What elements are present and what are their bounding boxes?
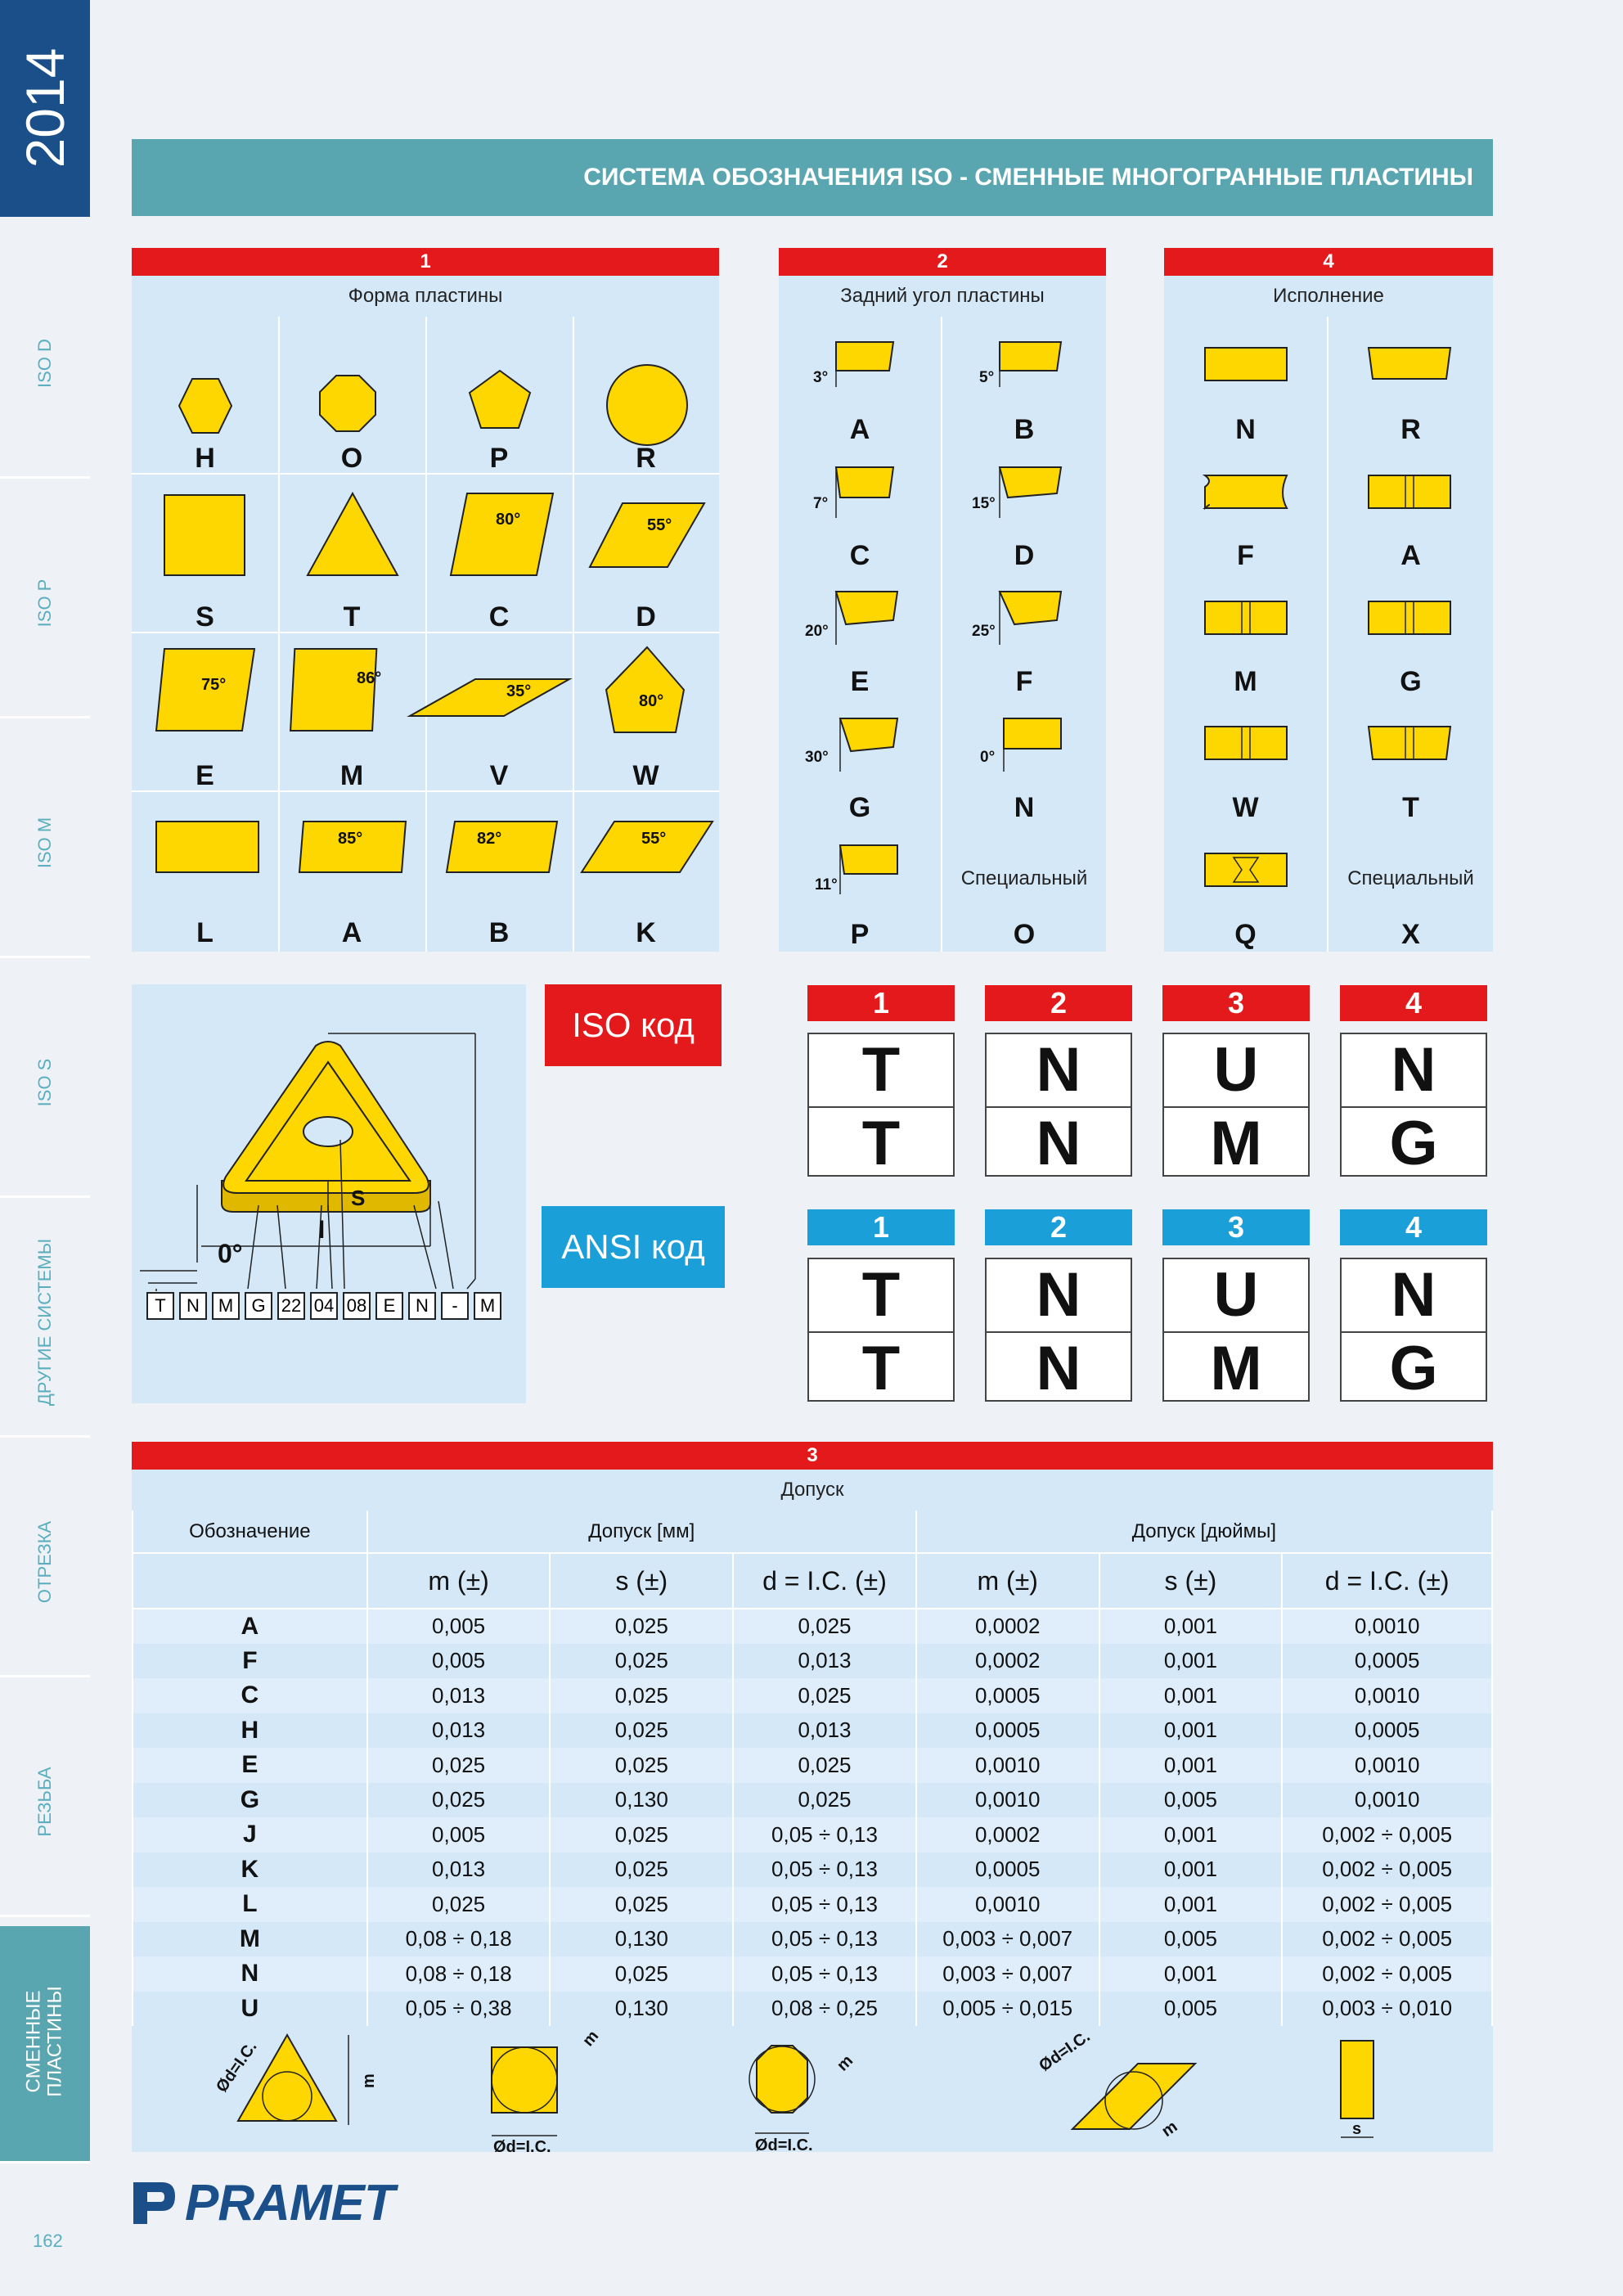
m-label: m xyxy=(1158,2117,1181,2141)
tol-cell: 0,130 xyxy=(550,1992,733,2027)
special-label: Специальный xyxy=(960,867,1088,889)
angle-w: 80° xyxy=(639,692,664,710)
tol-rect-shape xyxy=(1341,2041,1373,2118)
design-code: X xyxy=(1401,919,1420,950)
sidebar-tab-label: ISO S xyxy=(34,1058,55,1107)
parallelogram-82-shape xyxy=(447,822,557,872)
iso-code-value: T xyxy=(861,1035,901,1105)
section-number: 2 xyxy=(779,248,1106,276)
tab-line-1: СМЕННЫЕ xyxy=(22,1990,45,2093)
tol-cell: 0,0002 xyxy=(916,1609,1099,1644)
clearance-code: F xyxy=(1015,666,1033,697)
tol-cell: 0,025 xyxy=(733,1609,916,1644)
angle-a: 85° xyxy=(338,830,363,848)
iso-code-box-2 xyxy=(985,1033,1132,1177)
section-title: Допуск xyxy=(780,1479,844,1501)
iso-code-value: M xyxy=(1164,1106,1308,1178)
sidebar-tab-inserts[interactable] xyxy=(0,1926,90,2163)
table-row xyxy=(133,1609,1492,1644)
tol-cell: 0,05 ÷ 0,38 xyxy=(367,1992,551,2027)
tol-cell: 0,05 ÷ 0,13 xyxy=(733,1817,916,1853)
clearance-code: N xyxy=(1014,792,1035,823)
tol-octagon-shape xyxy=(757,2046,807,2113)
sidebar-tab-label: ISO P xyxy=(34,579,55,628)
code-char-box: G xyxy=(245,1292,272,1320)
tol-cell: 0,08 ÷ 0,18 xyxy=(367,1922,551,1957)
section-number: 1 xyxy=(132,248,719,276)
page-title: СИСТЕМА ОБОЗНАЧЕНИЯ ISO - СМЕННЫЕ МНОГОГРАННЫЕ ПЛАСТИНЫ xyxy=(583,164,1473,191)
angle-label: 15° xyxy=(972,495,996,512)
ansi-header-1: 1 xyxy=(807,1209,955,1245)
tol-cell: 0,0010 xyxy=(1282,1609,1492,1644)
insert-design-drawing xyxy=(1164,248,1493,952)
section-title: Задний угол пластины xyxy=(840,285,1045,307)
tol-code: N xyxy=(133,1956,367,1992)
ansi-code-box-4 xyxy=(1340,1258,1487,1402)
shape-code: L xyxy=(196,917,214,948)
tol-cell: 0,0010 xyxy=(916,1783,1099,1818)
design-code: Q xyxy=(1234,919,1257,950)
section-number: 4 xyxy=(1164,248,1493,276)
iso-code-value: N xyxy=(1036,1035,1081,1105)
sidebar-tab-label: РЕЗЬБА xyxy=(34,1767,55,1837)
section-clearance-angle xyxy=(779,248,1106,952)
clearance-code: D xyxy=(1014,540,1035,571)
tol-cell: 0,002 ÷ 0,005 xyxy=(1282,1853,1492,1888)
tol-cell: 0,130 xyxy=(550,1783,733,1818)
tol-cell: 0,08 ÷ 0,18 xyxy=(367,1956,551,1992)
rectangle-shape xyxy=(156,822,259,872)
m-label: m xyxy=(578,2027,603,2051)
tol-cell: 0,0010 xyxy=(1282,1678,1492,1713)
iso-code-value: N xyxy=(1391,1035,1436,1105)
shape-code: R xyxy=(636,443,656,474)
tol-cell: 0,025 xyxy=(733,1678,916,1713)
table-row xyxy=(133,1644,1492,1679)
iso-code-value: T xyxy=(809,1106,953,1178)
pramet-logo-icon xyxy=(129,2178,178,2227)
tol-cell: 0,05 ÷ 0,13 xyxy=(733,1853,916,1888)
rhombus-80-shape xyxy=(451,493,553,575)
tol-cell: 0,001 xyxy=(1099,1887,1283,1922)
ansi-code-value: G xyxy=(1342,1331,1486,1403)
tab-line-2: ПЛАСТИНЫ xyxy=(44,1986,66,2097)
l-label: l xyxy=(318,1217,326,1244)
angle-label: 0° xyxy=(980,749,996,766)
angle-label: 20° xyxy=(805,623,829,640)
clearance-code: G xyxy=(848,792,871,823)
angle-label: 25° xyxy=(972,623,996,640)
design-code: R xyxy=(1400,414,1421,445)
tol-cell: 0,005 xyxy=(367,1644,551,1679)
angle-label: 5° xyxy=(979,369,995,386)
sidebar-tab-label: ОТРЕЗКА xyxy=(34,1520,55,1604)
tol-cell: 0,0005 xyxy=(916,1853,1099,1888)
sidebar-tab-label xyxy=(24,1986,67,2097)
iso-code-value: N xyxy=(987,1106,1131,1178)
insert-diagram xyxy=(132,984,526,1403)
code-char-box: 04 xyxy=(310,1292,338,1320)
shape-code: M xyxy=(339,760,364,791)
pentagon-shape xyxy=(470,371,530,428)
clearance-code: A xyxy=(849,414,870,445)
tol-cell: 0,001 xyxy=(1099,1853,1283,1888)
tol-cell: 0,025 xyxy=(550,1644,733,1679)
ansi-code-box-3 xyxy=(1162,1258,1310,1402)
angle-c: 80° xyxy=(496,511,521,529)
tolerance-diagrams xyxy=(132,2023,1493,2152)
col-designation: Обозначение xyxy=(133,1510,367,1553)
tol-cell: 0,001 xyxy=(1099,1817,1283,1853)
code-chars xyxy=(146,1292,501,1320)
tol-cell: 0,003 ÷ 0,007 xyxy=(916,1956,1099,1992)
subcol-header: s (±) xyxy=(1099,1553,1283,1609)
angle-label: 0° xyxy=(218,1239,243,1268)
sidebar-tab-label: ISO M xyxy=(34,817,55,869)
tol-cell: 0,001 xyxy=(1099,1644,1283,1679)
dic-label: Ød=I.C. xyxy=(213,2037,261,2096)
angle-label: 30° xyxy=(805,749,829,766)
special-label: Специальный xyxy=(1347,867,1474,889)
tol-cell: 0,0005 xyxy=(1282,1644,1492,1679)
clearance-code: P xyxy=(850,919,870,950)
shape-code: B xyxy=(488,917,510,948)
iso-code-value: G xyxy=(1342,1106,1486,1178)
code-char-box: - xyxy=(441,1292,469,1320)
tol-cell: 0,005 xyxy=(1099,1783,1283,1818)
design-code: N xyxy=(1235,414,1256,445)
iso-code-box-3 xyxy=(1162,1033,1310,1177)
tol-code: L xyxy=(133,1887,367,1922)
design-code: F xyxy=(1237,540,1254,571)
pramet-logo xyxy=(129,2174,394,2231)
design-code: G xyxy=(1400,666,1422,697)
tol-code: C xyxy=(133,1678,367,1713)
circle-shape xyxy=(607,365,687,445)
section-tolerance xyxy=(132,1442,1493,2152)
year-label: 2014 xyxy=(15,47,75,169)
table-row xyxy=(133,1748,1492,1783)
shape-code: V xyxy=(489,760,509,791)
shape-code: H xyxy=(195,443,215,474)
angle-b: 82° xyxy=(477,830,502,848)
table-row xyxy=(133,1992,1492,2027)
angle-v: 35° xyxy=(506,682,532,700)
design-code: W xyxy=(1232,792,1259,823)
tol-cell: 0,002 ÷ 0,005 xyxy=(1282,1887,1492,1922)
tol-cell: 0,025 xyxy=(367,1783,551,1818)
shape-code: E xyxy=(196,760,214,791)
tol-cell: 0,025 xyxy=(733,1748,916,1783)
code-char-box: N xyxy=(179,1292,207,1320)
design-code: M xyxy=(1234,666,1257,697)
trigon-shape xyxy=(606,647,684,732)
tol-code: H xyxy=(133,1713,367,1749)
clearance-code: O xyxy=(1013,919,1036,950)
tol-cell: 0,002 ÷ 0,005 xyxy=(1282,1922,1492,1957)
triangle-shape xyxy=(308,493,398,575)
page-number: 162 xyxy=(33,2231,63,2251)
iso-code-box-1 xyxy=(807,1033,955,1177)
tol-cell: 0,0005 xyxy=(916,1713,1099,1749)
subcol-header: s (±) xyxy=(550,1553,733,1609)
hexagon-shape xyxy=(179,379,232,433)
insert-shapes-drawing xyxy=(132,248,719,952)
code-char-box: N xyxy=(408,1292,436,1320)
tol-code: U xyxy=(133,1992,367,2027)
angle-m: 86° xyxy=(357,669,382,687)
tol-cell: 0,013 xyxy=(367,1678,551,1713)
tol-cell: 0,0002 xyxy=(916,1817,1099,1853)
section-number: 3 xyxy=(132,1442,1493,1470)
tol-cell: 0,025 xyxy=(550,1713,733,1749)
ansi-code-value: U xyxy=(1213,1260,1259,1330)
tol-cell: 0,005 xyxy=(1099,1922,1283,1957)
angle-label: 7° xyxy=(813,495,829,512)
ansi-code-box-2 xyxy=(985,1258,1132,1402)
rhombus-86-shape xyxy=(290,649,376,731)
sidebar-tab-iso-d[interactable] xyxy=(0,248,90,479)
table-row xyxy=(133,1922,1492,1957)
sidebar-tab-label: ISO D xyxy=(34,339,55,388)
sidebar-tab-threading[interactable] xyxy=(0,1686,90,1917)
tol-cell: 0,0002 xyxy=(916,1644,1099,1679)
tol-cell: 0,013 xyxy=(367,1853,551,1888)
section-insert-shape xyxy=(132,248,719,952)
code-char-box: T xyxy=(146,1292,174,1320)
logo-text: PRAMET xyxy=(185,2174,394,2231)
dic-label: Ød=I.C. xyxy=(493,2138,551,2152)
group-in: Допуск [дюймы] xyxy=(916,1510,1492,1553)
shape-code: T xyxy=(343,601,361,633)
tol-cell: 0,013 xyxy=(733,1644,916,1679)
section-title: Форма пластины xyxy=(348,285,503,307)
tol-cell: 0,001 xyxy=(1099,1713,1283,1749)
ansi-code-value: N xyxy=(987,1331,1131,1403)
tol-cell: 0,025 xyxy=(550,1678,733,1713)
design-code: T xyxy=(1402,792,1419,823)
sidebar-tab-iso-m[interactable] xyxy=(0,727,90,958)
tol-cell: 0,05 ÷ 0,13 xyxy=(733,1922,916,1957)
iso-header-3: 3 xyxy=(1162,985,1310,1021)
tol-cell: 0,002 ÷ 0,005 xyxy=(1282,1956,1492,1992)
tol-code: E xyxy=(133,1748,367,1783)
tol-cell: 0,025 xyxy=(367,1887,551,1922)
iso-header-1: 1 xyxy=(807,985,955,1021)
subcol-header: d = I.C. (±) xyxy=(733,1553,916,1609)
tol-code: G xyxy=(133,1783,367,1818)
tol-cell: 0,0010 xyxy=(1282,1783,1492,1818)
shape-code: P xyxy=(489,443,509,474)
tol-code: K xyxy=(133,1853,367,1888)
code-char-box: E xyxy=(375,1292,403,1320)
tol-cell: 0,130 xyxy=(550,1922,733,1957)
section-insert-design xyxy=(1164,248,1493,952)
subcol-header: m (±) xyxy=(916,1553,1099,1609)
tol-cell: 0,013 xyxy=(367,1713,551,1749)
year-badge xyxy=(0,0,90,217)
tol-cell: 0,003 ÷ 0,007 xyxy=(916,1922,1099,1957)
iso-header-2: 2 xyxy=(985,985,1132,1021)
sidebar-tab-iso-s[interactable] xyxy=(0,967,90,1198)
tol-cell: 0,0010 xyxy=(1282,1748,1492,1783)
angle-label: 11° xyxy=(815,876,838,894)
section-title: Исполнение xyxy=(1273,285,1384,307)
ansi-code-value: M xyxy=(1164,1331,1308,1403)
tol-cell: 0,001 xyxy=(1099,1678,1283,1713)
s-label: s xyxy=(1352,2120,1362,2138)
code-char-box: M xyxy=(474,1292,501,1320)
tol-cell: 0,025 xyxy=(367,1748,551,1783)
rhombus-35-shape xyxy=(410,679,569,716)
ansi-code-value: T xyxy=(861,1260,901,1330)
angle-e: 75° xyxy=(201,676,227,694)
shape-code: S xyxy=(196,601,214,633)
code-char-box: M xyxy=(212,1292,240,1320)
tol-cell: 0,025 xyxy=(550,1887,733,1922)
code-char-box: 08 xyxy=(343,1292,371,1320)
tol-cell: 0,025 xyxy=(550,1956,733,1992)
tol-cell: 0,0005 xyxy=(916,1678,1099,1713)
tol-cell: 0,0005 xyxy=(1282,1713,1492,1749)
tol-cell: 0,001 xyxy=(1099,1609,1283,1644)
table-row xyxy=(133,1853,1492,1888)
ansi-code-value: T xyxy=(809,1331,953,1403)
angle-d: 55° xyxy=(647,516,672,534)
shape-code: W xyxy=(632,760,659,791)
sidebar-tab-iso-p[interactable] xyxy=(0,488,90,718)
table-row xyxy=(133,1713,1492,1749)
dic-label: Ød=I.C. xyxy=(755,2136,813,2152)
m-label: m xyxy=(360,2073,378,2088)
tol-cell: 0,08 ÷ 0,25 xyxy=(733,1992,916,2027)
tol-cell: 0,005 xyxy=(367,1609,551,1644)
tol-cell: 0,025 xyxy=(550,1609,733,1644)
octagon-shape xyxy=(320,376,375,431)
tol-cell: 0,001 xyxy=(1099,1956,1283,1992)
tol-code: F xyxy=(133,1644,367,1679)
angle-label: 3° xyxy=(813,369,829,386)
tol-cell: 0,0010 xyxy=(916,1748,1099,1783)
shape-code: K xyxy=(636,917,656,948)
ansi-code-value: N xyxy=(1391,1260,1436,1330)
angle-k: 55° xyxy=(641,830,667,848)
design-code: A xyxy=(1400,540,1421,571)
sidebar xyxy=(0,0,90,2296)
shape-code: A xyxy=(341,917,362,948)
s-label: S xyxy=(351,1186,366,1210)
m-label: m xyxy=(833,2051,857,2075)
shape-code: O xyxy=(340,443,363,474)
subcol-header: m (±) xyxy=(367,1553,551,1609)
tol-cell: 0,001 xyxy=(1099,1748,1283,1783)
tol-code: J xyxy=(133,1817,367,1853)
table-row xyxy=(133,1678,1492,1713)
tol-cell: 0,05 ÷ 0,13 xyxy=(733,1956,916,1992)
dic-label: Ød=I.C. xyxy=(1036,2027,1094,2076)
clearance-code: E xyxy=(850,666,870,697)
page-header xyxy=(132,139,1493,216)
tol-cell: 0,025 xyxy=(550,1817,733,1853)
clearance-angle-drawing xyxy=(779,248,1106,952)
insert-diagram-drawing xyxy=(132,984,526,1403)
tol-cell: 0,003 ÷ 0,010 xyxy=(1282,1992,1492,2027)
rhombus-55-shape xyxy=(590,503,704,567)
iso-code-label: ISO код xyxy=(545,984,722,1066)
group-mm: Допуск [мм] xyxy=(367,1510,916,1553)
square-shape xyxy=(164,495,245,575)
shape-code: D xyxy=(636,601,656,633)
iso-code-value: U xyxy=(1213,1035,1259,1105)
table-row xyxy=(133,1817,1492,1853)
shape-code: C xyxy=(488,601,510,633)
tol-cell: 0,002 ÷ 0,005 xyxy=(1282,1817,1492,1853)
ansi-header-3: 3 xyxy=(1162,1209,1310,1245)
table-row xyxy=(133,1783,1492,1818)
tol-cell: 0,005 xyxy=(1099,1992,1283,2027)
tol-cell: 0,005 xyxy=(367,1817,551,1853)
tol-cell: 0,025 xyxy=(550,1748,733,1783)
table-row xyxy=(133,1887,1492,1922)
iso-code-box-4 xyxy=(1340,1033,1487,1177)
ansi-header-4: 4 xyxy=(1340,1209,1487,1245)
tol-cell: 0,025 xyxy=(733,1783,916,1818)
tol-cell: 0,025 xyxy=(550,1853,733,1888)
sidebar-tab-other-systems[interactable] xyxy=(0,1207,90,1438)
tol-code: A xyxy=(133,1609,367,1644)
subcol-header: d = I.C. (±) xyxy=(1282,1553,1492,1609)
tol-cell: 0,05 ÷ 0,13 xyxy=(733,1887,916,1922)
table-row xyxy=(133,1956,1492,1992)
code-char-box: 22 xyxy=(277,1292,305,1320)
tolerance-table xyxy=(132,1510,1493,2026)
clearance-code: C xyxy=(849,540,870,571)
tol-cell: 0,0010 xyxy=(916,1887,1099,1922)
ansi-code-box-1 xyxy=(807,1258,955,1402)
ansi-header-2: 2 xyxy=(985,1209,1132,1245)
tol-cell: 0,013 xyxy=(733,1713,916,1749)
ansi-code-value: N xyxy=(1036,1260,1081,1330)
sidebar-tab-parting[interactable] xyxy=(0,1447,90,1677)
ansi-code-label: ANSI код xyxy=(542,1206,725,1288)
tol-cell: 0,005 ÷ 0,015 xyxy=(916,1992,1099,2027)
clearance-code: B xyxy=(1014,414,1035,445)
iso-header-4: 4 xyxy=(1340,985,1487,1021)
sidebar-tab-label: ДРУГИЕ СИСТЕМЫ xyxy=(34,1238,55,1407)
tol-code: M xyxy=(133,1922,367,1957)
tol-rhombus-shape xyxy=(1072,2064,1195,2129)
